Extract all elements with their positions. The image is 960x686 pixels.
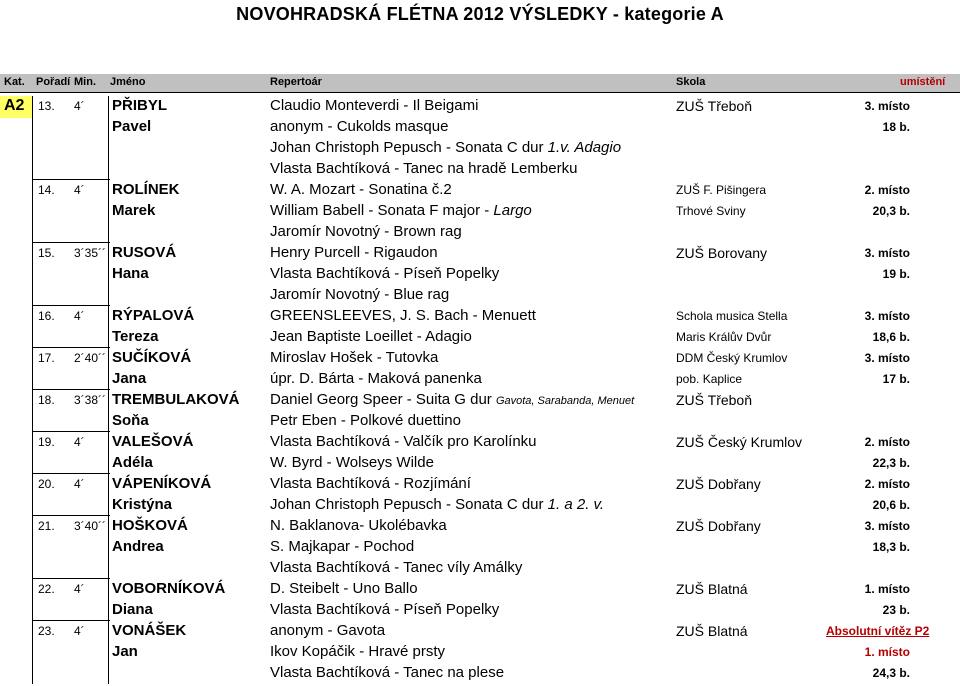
- order-number: 21.: [38, 519, 55, 533]
- placement: 3. místo: [864, 99, 910, 113]
- firstname: Jan: [112, 643, 138, 660]
- repertoire-item: S. Majkapar - Pochod: [270, 538, 415, 555]
- repertoire-item: Miroslav Hošek - Tutovka: [270, 349, 439, 366]
- points: 23 b.: [882, 603, 910, 617]
- header-min: Min.: [74, 76, 96, 88]
- duration: 3´35´´: [74, 246, 107, 260]
- repertoire-item: W. Byrd - Wolseys Wilde: [270, 454, 434, 471]
- header-skola: Skola: [676, 76, 706, 88]
- surname: TREMBULAKOVÁ: [112, 391, 240, 408]
- column-divider: [108, 621, 109, 684]
- column-divider: [32, 348, 33, 390]
- firstname: Soňa: [112, 412, 149, 429]
- firstname: Marek: [112, 202, 156, 219]
- order-number: 19.: [38, 435, 55, 449]
- table-header: [0, 74, 960, 92]
- school: ZUŠ Český Krumlov: [676, 434, 803, 450]
- surname: PŘIBYL: [112, 97, 168, 114]
- firstname: Pavel: [112, 118, 152, 135]
- surname: RUSOVÁ: [112, 244, 177, 261]
- repertoire-item: Vlasta Bachtíková - Rozjímání: [270, 475, 471, 492]
- school: ZUŠ F. Pišingera: [676, 183, 767, 197]
- repertoire-item: D. Steibelt - Uno Ballo: [270, 580, 418, 597]
- school-location: Maris Králův Dvůr: [676, 330, 772, 344]
- school: ZUŠ Třeboň: [676, 98, 752, 114]
- school: ZUŠ Třeboň: [676, 392, 752, 408]
- page-title: NOVOHRADSKÁ FLÉTNA 2012 VÝSLEDKY - kategorie A: [236, 4, 724, 24]
- header-jmeno: Jméno: [110, 76, 146, 88]
- repertoire-item: Vlasta Bachtíková - Píseň Popelky: [270, 601, 500, 618]
- category-label: A2: [4, 97, 25, 114]
- firstname: Andrea: [112, 538, 164, 555]
- placement: 2. místo: [864, 183, 910, 197]
- points: 19 b.: [882, 267, 910, 281]
- column-divider: [32, 243, 33, 306]
- column-divider: [108, 474, 109, 516]
- duration: 4´: [74, 477, 85, 491]
- placement: 3. místo: [864, 519, 910, 533]
- duration: 4´: [74, 183, 85, 197]
- placement: 3. místo: [864, 351, 910, 365]
- repertoire-item: Jaromír Novotný - Brown rag: [270, 223, 462, 240]
- placement: 3. místo: [864, 246, 910, 260]
- repertoire-item: Vlasta Bachtíková - Valčík pro Karolínku: [270, 433, 537, 450]
- column-divider: [32, 96, 33, 180]
- repertoire-item: GREENSLEEVES, J. S. Bach - Menuett: [270, 307, 536, 324]
- repertoire-item: William Babell - Sonata F major - Largo: [270, 202, 532, 219]
- school: ZUŠ Blatná: [676, 581, 748, 597]
- absolute-winner: Absolutní vítěz P2: [826, 624, 930, 638]
- school-location: Trhové Sviny: [676, 204, 746, 218]
- order-number: 14.: [38, 183, 55, 197]
- firstname: Hana: [112, 265, 149, 282]
- column-divider: [32, 474, 33, 516]
- school: ZUŠ Dobřany: [676, 476, 761, 492]
- order-number: 15.: [38, 246, 55, 260]
- repertoire-item: Petr Eben - Polkové duettino: [270, 412, 461, 429]
- duration: 2´40´´: [74, 351, 107, 365]
- repertoire-item: anonym - Cukolds masque: [270, 118, 449, 135]
- school: DDM Český Krumlov: [676, 351, 788, 365]
- column-divider: [32, 432, 33, 474]
- surname: RÝPALOVÁ: [112, 307, 195, 324]
- repertoire-item: Vlasta Bachtíková - Píseň Popelky: [270, 265, 500, 282]
- repertoire-item: Vlasta Bachtíková - Tanec na plese: [270, 664, 505, 681]
- school-location: pob. Kaplice: [676, 372, 743, 386]
- order-number: 17.: [38, 351, 55, 365]
- repertoire-item: Daniel Georg Speer - Suita G dur Gavota, Sarabanda, Menuet: [270, 391, 635, 408]
- points: 24,3 b.: [872, 666, 910, 680]
- surname: VONÁŠEK: [112, 622, 187, 639]
- placement: 2. místo: [864, 435, 910, 449]
- repertoire-item: Vlasta Bachtíková - Tanec víly Amálky: [270, 559, 523, 576]
- order-number: 18.: [38, 393, 55, 407]
- column-divider: [108, 432, 109, 474]
- surname: SUČÍKOVÁ: [112, 349, 192, 366]
- points: 22,3 b.: [872, 456, 910, 470]
- points: 18,3 b.: [872, 540, 910, 554]
- repertoire-item: Henry Purcell - Rigaudon: [270, 244, 438, 261]
- surname: VALEŠOVÁ: [112, 433, 194, 450]
- column-divider: [32, 621, 33, 684]
- header-poradi: Pořadí: [36, 76, 71, 88]
- duration: 4´: [74, 435, 85, 449]
- column-divider: [108, 96, 109, 180]
- surname: VÁPENÍKOVÁ: [112, 475, 212, 492]
- school: Schola musica Stella: [676, 309, 788, 323]
- placement: 2. místo: [864, 477, 910, 491]
- column-divider: [32, 306, 33, 348]
- firstname: Kristýna: [112, 496, 173, 513]
- points: 17 b.: [882, 372, 910, 386]
- placement: 1. místo: [864, 645, 910, 659]
- points: 18 b.: [882, 120, 910, 134]
- points: 18,6 b.: [872, 330, 910, 344]
- duration: 3´40´´: [74, 519, 107, 533]
- column-divider: [108, 348, 109, 390]
- header-umisteni: umístění: [900, 76, 946, 88]
- school: ZUŠ Dobřany: [676, 518, 761, 534]
- repertoire-item: úpr. D. Bárta - Maková panenka: [270, 370, 482, 387]
- repertoire-item: Claudio Monteverdi - Il Beigami: [270, 97, 479, 114]
- repertoire-item: Johan Christoph Pepusch - Sonata C dur 1.v. Adagio: [270, 139, 622, 156]
- repertoire-item: W. A. Mozart - Sonatina č.2: [270, 181, 452, 198]
- repertoire-item: anonym - Gavota: [270, 622, 386, 639]
- duration: 4´: [74, 582, 85, 596]
- column-divider: [32, 390, 33, 432]
- firstname: Tereza: [112, 328, 159, 345]
- column-divider: [108, 390, 109, 432]
- firstname: Diana: [112, 601, 153, 618]
- repertoire-item: Jean Baptiste Loeillet - Adagio: [270, 328, 472, 345]
- repertoire-item: Vlasta Bachtíková - Tanec na hradě Lemberku: [270, 160, 578, 177]
- order-number: 22.: [38, 582, 55, 596]
- order-number: 23.: [38, 624, 55, 638]
- placement: 1. místo: [864, 582, 910, 596]
- placement: 3. místo: [864, 309, 910, 323]
- order-number: 16.: [38, 309, 55, 323]
- column-divider: [32, 180, 33, 243]
- surname: VOBORNÍKOVÁ: [112, 580, 226, 597]
- duration: 4´: [74, 624, 85, 638]
- repertoire-item: N. Baklanova- Ukolébavka: [270, 517, 447, 534]
- column-divider: [32, 516, 33, 579]
- repertoire-item: Johan Christoph Pepusch - Sonata C dur 1. a 2. v.: [270, 496, 605, 513]
- column-divider: [108, 516, 109, 579]
- repertoire-item: Ikov Kopáčik - Hravé prsty: [270, 643, 446, 660]
- column-divider: [108, 180, 109, 243]
- duration: 3´38´´: [74, 393, 107, 407]
- repertoire-item: Jaromír Novotný - Blue rag: [270, 286, 450, 303]
- duration: 4´: [74, 99, 85, 113]
- firstname: Adéla: [112, 454, 153, 471]
- column-divider: [32, 579, 33, 621]
- column-divider: [108, 579, 109, 621]
- points: 20,6 b.: [872, 498, 910, 512]
- points: 20,3 b.: [872, 204, 910, 218]
- surname: HOŠKOVÁ: [112, 517, 188, 534]
- header-repertoar: Repertoár: [270, 76, 322, 88]
- order-number: 13.: [38, 99, 55, 113]
- school: ZUŠ Blatná: [676, 623, 748, 639]
- header-kat: Kat.: [4, 76, 25, 88]
- school: ZUŠ Borovany: [676, 245, 768, 261]
- surname: ROLÍNEK: [112, 181, 180, 198]
- column-divider: [108, 306, 109, 348]
- order-number: 20.: [38, 477, 55, 491]
- column-divider: [108, 243, 109, 306]
- firstname: Jana: [112, 370, 147, 387]
- duration: 4´: [74, 309, 85, 323]
